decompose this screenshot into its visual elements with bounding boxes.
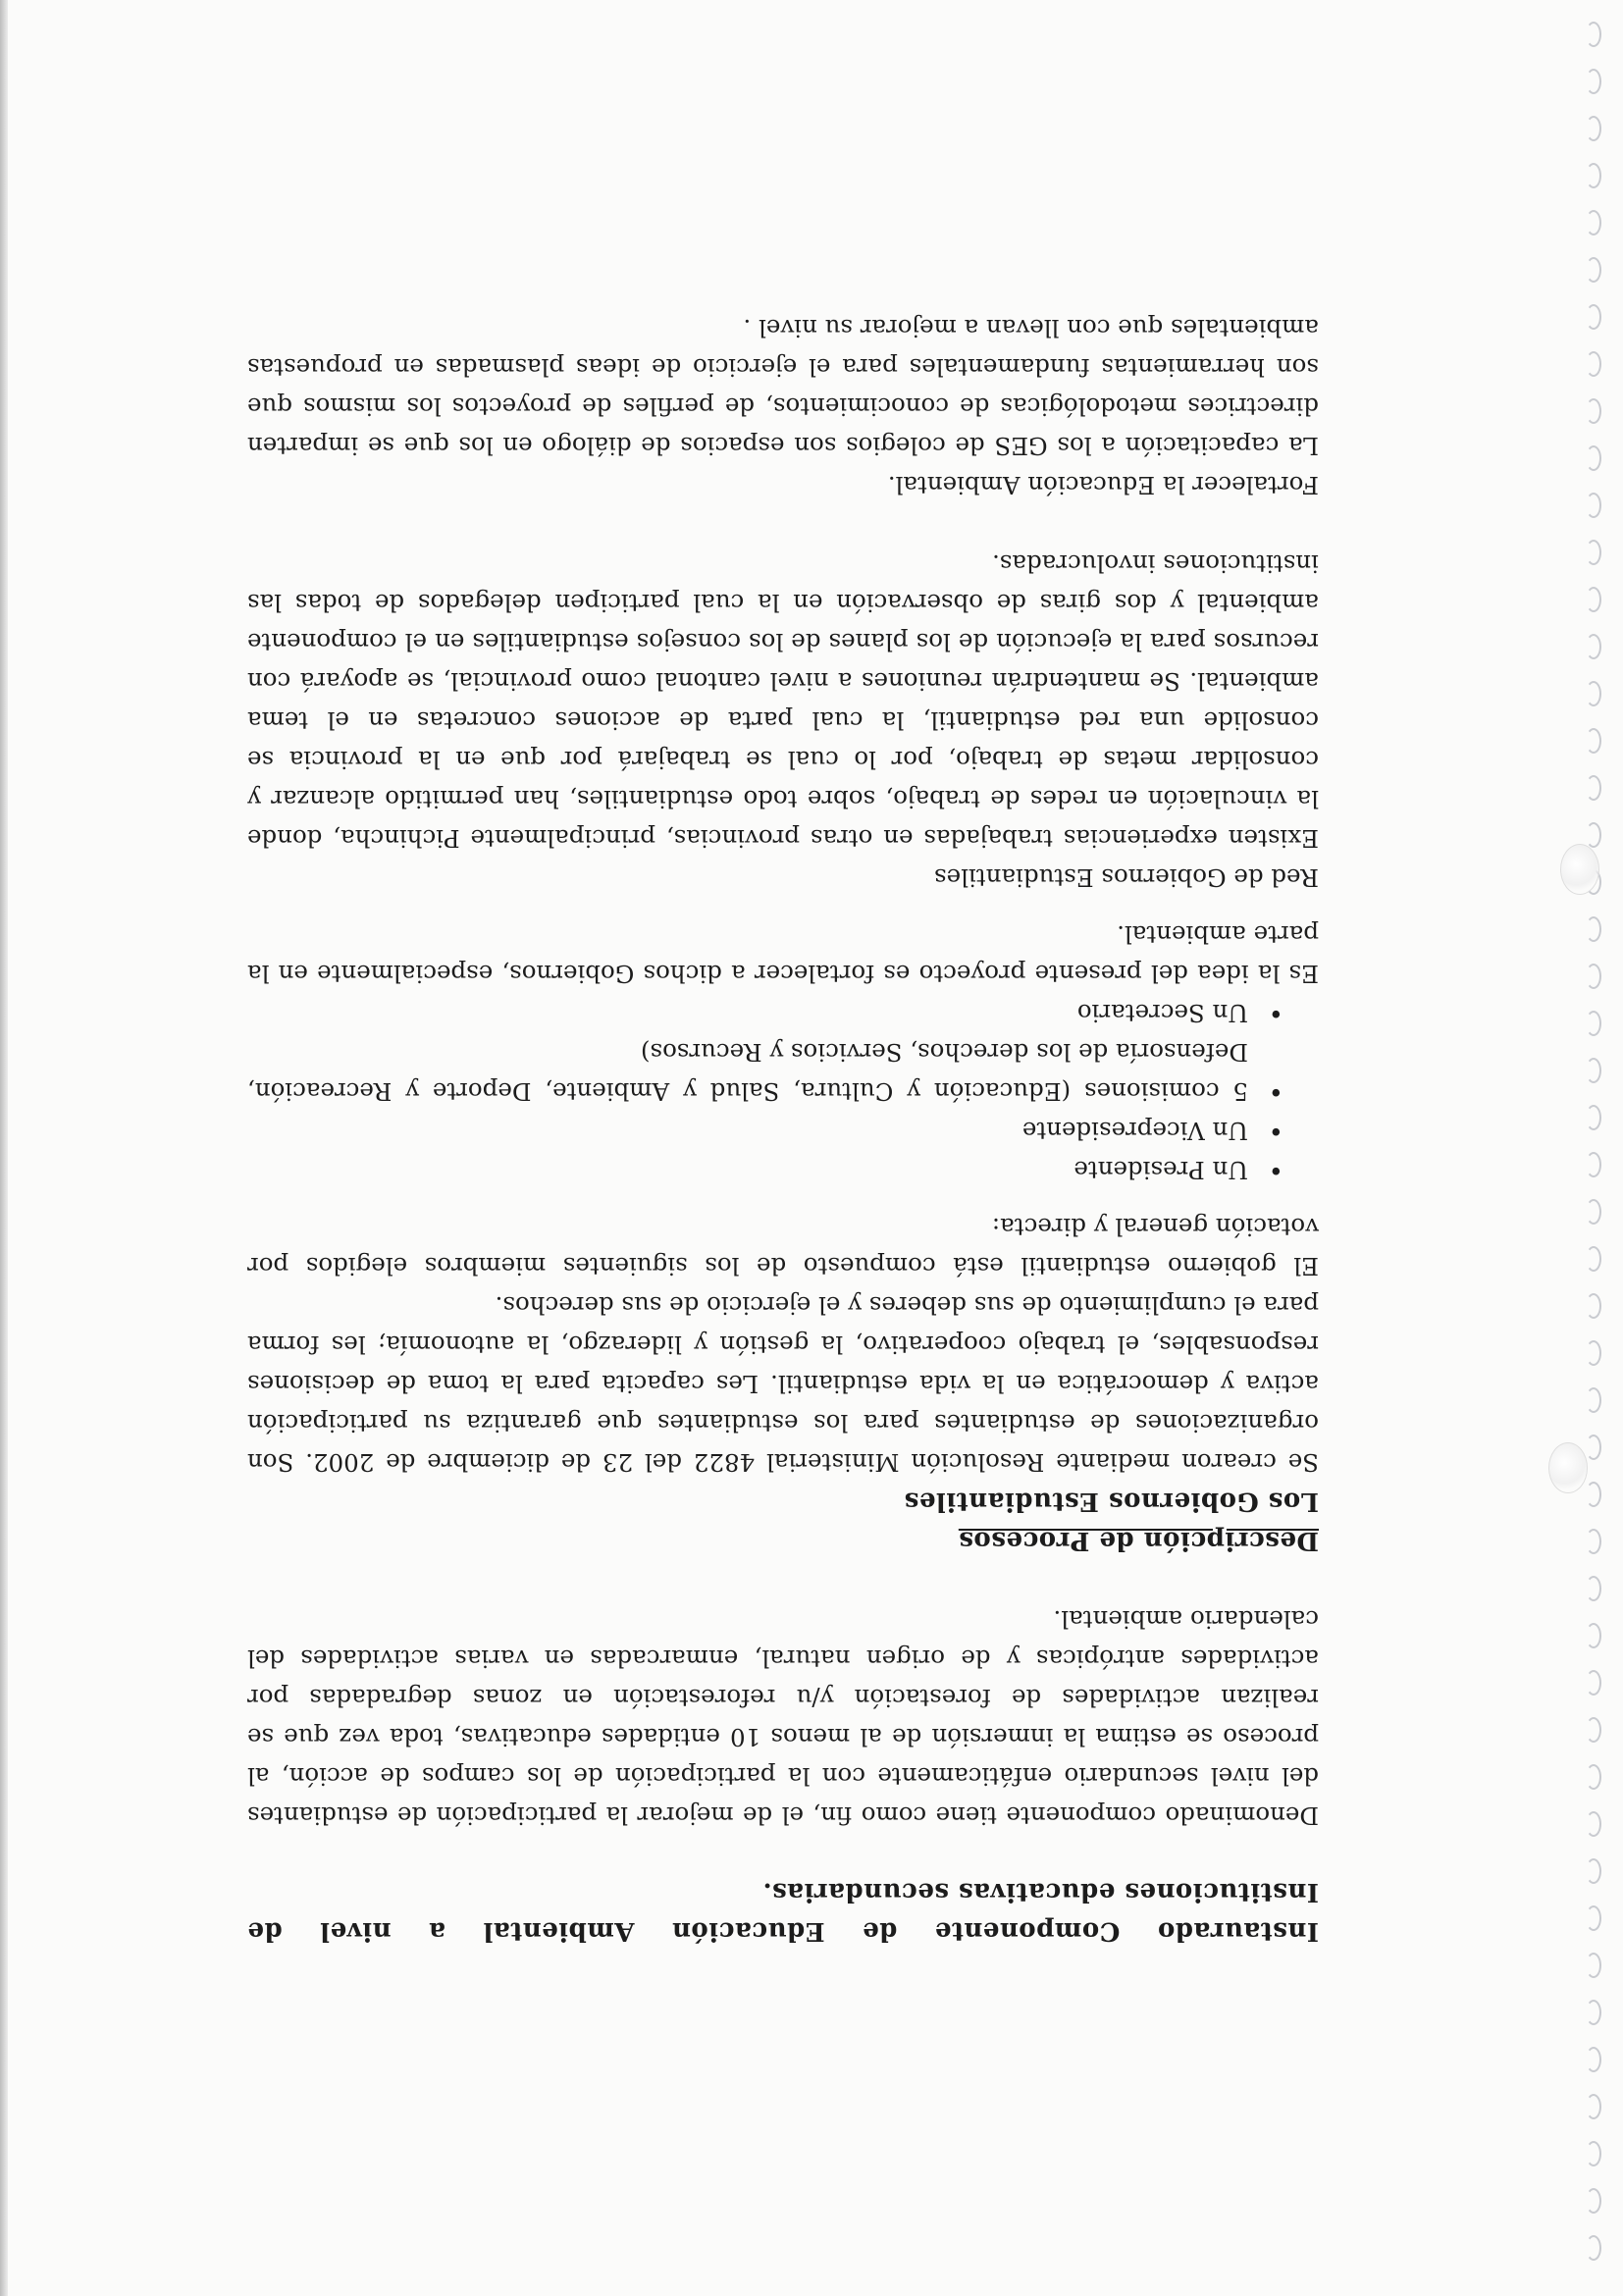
- fortalecer-heading: Fortalecer la Educación Ambiental.: [887, 471, 1319, 499]
- subheading-gobiernos: Los Gobiernos Estudiantiles: [904, 1487, 1319, 1516]
- intro-paragraph: Denominado componente tiene como fin, el de mejorar la participación de estudiantes del nivel secundario enfáticamente con la participación de los campos de acción, al proceso se estima la inmersión de al menos 10 entidades educativas, toda vez que se realizan actividades de forestación y/u reforestación en zonas degradadas por actividades antrópicas y de origen natural, enmarcadas en varias actividades del calendario ambiental.: [247, 1605, 1319, 1830]
- gobiernos-paragraph: Se crearon mediante Resolución Ministerial 4822 del 23 de diciembre de 2002. Son organizaciones de estudiantes para los estudiantes que garantiza su participación activa y democrática en la vida estudiantil. Les capacita para la toma de decisiones responsables, el trabajo cooperativo, la gestión y liderazgo, la autonomía; les forma para el cumplimiento de sus deberes y el ejercicio de sus derechos.: [247, 1291, 1319, 1477]
- capacitacion-paragraph: La capacitación a los GES de colegios son espacios de diálogo en los que se imparten directrices metodológicas de conocimientos, de perfiles de proyectos los mismos que son herramientas fundamentales para el ejercicio de ideas plasmadas en propuestas ambientales que con llevan a mejorar su nivel .: [247, 314, 1319, 460]
- red-paragraph: Existen experiencias trabajadas en otras provincias, principalmente Pichincha, donde la vinculación en redes de trabajo, sobre todo estudiantiles, han permitido alcanzar y consolidar metas de trabajo, por lo cual se trabajará por que en la provincia se consolide una red estudiantil, la cual parta de acciones concretas en el tema ambiental. Se mantendrán reuniones a nivel cantonal como provincial, se apoyará con recursos para la ejecución de los planes de los consejos estudiantiles en el componente ambiental y dos giras de observación en la cual participen delegados de todas las instituciones involucradas.: [247, 549, 1319, 853]
- composition-paragraph: El gobierno estudiantil está compuesto de los siguientes miembros elegidos por votación general y directa:: [247, 1213, 1319, 1280]
- red-heading: Red de Gobiernos Estudiantiles: [934, 863, 1319, 892]
- section-heading: Descripción de Procesos: [958, 1526, 1319, 1555]
- list-item: • Un Presidente: [247, 1150, 1283, 1189]
- document-body: [247, 308, 1319, 1951]
- idea-paragraph: Es la idea del presente proyecto es fortalecer a dichos Gobiernos, especialmente en la parte ambiental.: [247, 920, 1319, 988]
- document-title: Instaurado Componente de Educación Ambiental a nivel de Instituciones educativas secundarias.: [247, 1877, 1319, 1946]
- members-list: [247, 993, 1319, 1189]
- list-item: • Un Secretario: [247, 993, 1283, 1032]
- list-item: • 5 comisiones (Educación y Cultura, Salud y Ambiente, Deporte y Recreación, Defensoría de los derechos, Servicios y Recursos): [247, 1032, 1283, 1111]
- list-item: • Un Vicepresidente: [247, 1111, 1283, 1150]
